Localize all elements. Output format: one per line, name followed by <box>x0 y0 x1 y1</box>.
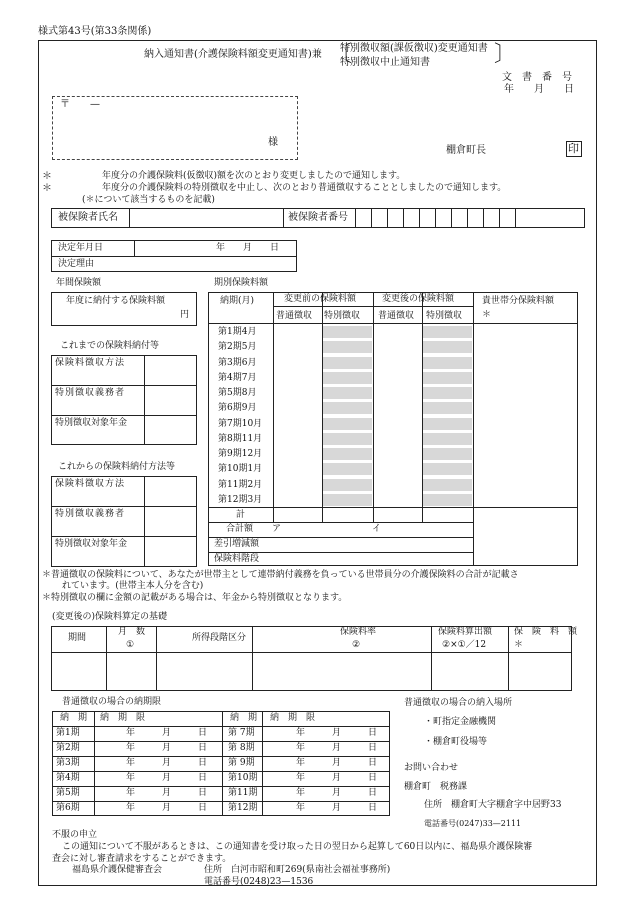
deadline-period: 第4期 <box>56 773 80 783</box>
table-vline <box>373 292 374 522</box>
period-label: 第2期5月 <box>218 342 257 353</box>
deadline-date: 年 月 日 <box>296 773 378 783</box>
inquiry-address: 住所 棚倉町大字棚倉字中居野33 <box>424 800 562 810</box>
sum-a: ア <box>272 524 282 534</box>
deadline-period: 第3期 <box>56 758 80 768</box>
basis-h-rate: 保険料率 <box>340 627 377 637</box>
deadline-date: 年 月 日 <box>296 743 378 753</box>
basis-h-amount2: ＊ <box>514 640 524 650</box>
period-label: 第9期12月 <box>218 449 263 459</box>
deadline-period: 第11期 <box>228 788 258 798</box>
deadline-title: 普通徴収の場合の納期限 <box>62 697 162 707</box>
deadline-period: 第5期 <box>56 788 80 798</box>
table-hline <box>52 741 390 742</box>
number-cell-divider <box>467 208 468 228</box>
table-hline <box>208 507 578 508</box>
number-cell-divider <box>403 208 404 228</box>
row-diff: 差引増減額 <box>214 539 260 549</box>
sama-label: 様 <box>268 137 278 148</box>
period-label: 第7期10月 <box>218 418 263 429</box>
bracket-left: 〔 <box>330 42 353 67</box>
number-cell-divider <box>435 208 436 228</box>
shaded-cell <box>323 372 372 384</box>
period-label: 第1期4月 <box>218 327 257 337</box>
footnote-1: ＊普通徴収の保険料について、あなたが世帯主として連帯納付義務を負っている世帯員分の介護保険料の合計が記載さ <box>42 570 519 580</box>
basis-h-months: 月 数 <box>118 627 146 637</box>
deadline-h-period: 納 期 <box>60 713 88 723</box>
footnote-2: ＊特別徴収の欄に金額の記載がある場合は、年金から特別徴収となります。 <box>42 593 348 603</box>
shaded-cell <box>423 402 472 414</box>
place-item: ・棚倉町役場等 <box>424 737 488 747</box>
shaded-cell <box>323 387 372 399</box>
table-hline <box>208 323 578 324</box>
shaded-cell <box>423 479 472 491</box>
table-vline <box>473 507 474 566</box>
table-vline <box>273 292 274 522</box>
shaded-cell <box>423 387 472 399</box>
period-label: 第12期3月 <box>218 494 263 505</box>
appeal-phone: 電話番号(0248)23—1536 <box>204 877 314 887</box>
shaded-cell <box>423 326 472 338</box>
table-hline <box>52 726 390 727</box>
deadline-date: 年 月 日 <box>126 773 208 783</box>
future-row: 特別徴収義務者 <box>55 509 126 519</box>
period-label: 第4期7月 <box>218 372 257 383</box>
insured-number-label: 被保険者番号 <box>288 212 348 223</box>
deadline-period: 第10期 <box>228 773 258 783</box>
sub-head: 特別徴収 <box>324 311 361 321</box>
basis-h-calc2: ②×①／12 <box>442 640 487 650</box>
past-row: 特別徴収対象年金 <box>55 418 128 428</box>
row-stage: 保険料階段 <box>214 554 260 564</box>
sub-head: 特別徴収 <box>426 311 463 321</box>
annual-label: 年度に納付する保険料額 <box>66 296 166 306</box>
shaded-cell <box>323 341 372 353</box>
appeal-title: 不服の申立 <box>52 830 98 840</box>
table-hline <box>208 537 473 538</box>
shaded-cell <box>423 357 472 369</box>
deadline-date: 年 月 日 <box>126 743 208 753</box>
future-box <box>51 476 197 567</box>
head-after: 変更後の保険料額 <box>382 294 455 304</box>
shaded-cell <box>423 372 472 384</box>
sum-i: イ <box>372 524 382 534</box>
number-cell-divider <box>419 208 420 228</box>
insured-name-label: 被保険者氏名 <box>58 212 118 223</box>
period-label: 第8期11月 <box>218 433 263 444</box>
future-row: 特別徴収対象年金 <box>55 539 128 549</box>
period-label: 第10期1月 <box>218 464 263 475</box>
shaded-cell <box>323 494 372 506</box>
deadline-date: 年 月 日 <box>296 788 378 798</box>
deadline-h-deadline: 納 期 限 <box>270 713 316 723</box>
postal-mark: 〒 — <box>60 99 100 110</box>
basis-title: (変更後の)保険料算定の基礎 <box>52 612 168 622</box>
seal-mark: 印 <box>568 142 579 155</box>
deadline-date: 年 月 日 <box>126 728 208 738</box>
shaded-cell <box>323 448 372 460</box>
footnote-1b: れています。(世帯主本人分を含む) <box>62 581 204 591</box>
decision-date-label: 決定年月日 <box>58 243 104 253</box>
inquiry-dept: 棚倉町 税務課 <box>404 782 468 792</box>
table-vline <box>473 292 474 507</box>
notice-star-2: ＊ <box>42 183 52 194</box>
bracket-right: 〕 <box>494 42 517 67</box>
sub-head: 普通徴収 <box>276 311 313 321</box>
basis-h-calc: 保険料算出額 <box>438 627 493 637</box>
basis-h-income: 所得段階区分 <box>192 633 247 643</box>
title-line1: 特別徴収額(課仮徴収)変更通知書 <box>340 43 488 54</box>
issuer-name: 棚倉町長 <box>446 145 486 156</box>
deadline-date: 年 月 日 <box>296 758 378 768</box>
notice-note: (＊について該当するものを記載) <box>82 195 215 205</box>
past-row: 保険料徴収方法 <box>55 358 126 368</box>
title-line2: 特別徴収中止通知書 <box>340 57 430 68</box>
period-label: 第5期8月 <box>218 388 257 398</box>
shaded-cell <box>323 479 372 491</box>
table-hline <box>208 522 473 523</box>
document-date: 年 月 日 <box>504 84 574 95</box>
place-item: ・町指定金融機関 <box>424 717 497 727</box>
future-title: これからの保険料納付方法等 <box>58 462 176 472</box>
deadline-period: 第1期 <box>56 728 80 738</box>
future-row: 保険料徴収方法 <box>55 479 126 489</box>
notice-line-1: 年度分の介護保険料(仮徴収)額を次のとおり変更しましたので通知します。 <box>102 171 406 181</box>
table-hline <box>52 786 390 787</box>
decision-date-value: 年 月 日 <box>216 243 280 253</box>
shaded-cell <box>323 463 372 475</box>
inquiry-title: お問い合わせ <box>404 763 459 773</box>
deadline-period: 第 8期 <box>228 743 255 753</box>
deadline-h-deadline: 納 期 限 <box>100 713 146 723</box>
appeal-text-2: 査会に対し審査請求をすることができます。 <box>52 854 232 864</box>
annual-title: 年間保険額 <box>56 278 102 288</box>
table-hline <box>208 552 473 553</box>
head-household: 貴世帯分保険料額 <box>482 296 555 306</box>
basis-h-rate2: ② <box>352 640 361 650</box>
place-title: 普通徴収の場合の納入場所 <box>404 698 513 708</box>
shaded-cell <box>423 494 472 506</box>
deadline-date: 年 月 日 <box>126 758 208 768</box>
deadline-date: 年 月 日 <box>126 803 208 813</box>
past-box <box>51 355 197 445</box>
number-cell-divider <box>483 208 484 228</box>
row-total: 計 <box>236 510 246 520</box>
deadline-date: 年 月 日 <box>296 803 378 813</box>
deadline-h-period: 納 期 <box>230 713 258 723</box>
deadline-date: 年 月 日 <box>126 788 208 798</box>
basis-h-amount: 保 険 料 額 <box>514 627 578 637</box>
annual-unit: 円 <box>180 310 190 320</box>
number-cell-divider <box>515 208 516 228</box>
head-household-star: ＊ <box>482 310 492 320</box>
document-number: 文 書 番 号 <box>502 72 572 83</box>
shaded-cell <box>423 463 472 475</box>
notice-star-1: ＊ <box>42 171 52 182</box>
shaded-cell <box>323 357 372 369</box>
table-hline <box>52 801 390 802</box>
inquiry-phone: 電話番号(0247)33—2111 <box>424 819 522 828</box>
row-sum: 合計額 <box>226 524 254 534</box>
past-row: 特別徴収義務者 <box>55 388 126 398</box>
basis-h-period: 期間 <box>68 633 87 643</box>
shaded-cell <box>423 448 472 460</box>
period-label: 第6期9月 <box>218 403 257 414</box>
periodic-table <box>208 292 578 566</box>
shaded-cell <box>423 418 472 430</box>
deadline-period: 第 7期 <box>228 728 255 738</box>
past-title: これまでの保険料納付等 <box>60 341 160 351</box>
table-hline <box>52 756 390 757</box>
number-cell-divider <box>499 208 500 228</box>
title-main: 納入通知書(介護保険料額変更通知書)兼 <box>144 49 322 60</box>
appeal-address: 住所 白河市昭和町269(県南社会福祉事務所) <box>204 865 391 875</box>
periodic-title: 期別保険料額 <box>214 278 269 288</box>
deadline-period: 第 9期 <box>228 758 255 768</box>
shaded-cell <box>423 341 472 353</box>
deadline-period: 第6期 <box>56 803 80 813</box>
period-label: 第3期6月 <box>218 357 257 368</box>
deadline-date: 年 月 日 <box>296 728 378 738</box>
head-period: 納期(月) <box>220 296 255 306</box>
number-cell-divider <box>387 208 388 228</box>
notice-line-2: 年度分の介護保険料の特別徴収を中止し、次のとおり普通徴収することとしましたので通知します。 <box>102 183 507 193</box>
shaded-cell <box>323 418 372 430</box>
number-cell-divider <box>451 208 452 228</box>
shaded-cell <box>323 402 372 414</box>
number-cell-divider <box>371 208 372 228</box>
appeal-text-1: この通知について不服があるときは、この通知書を受け取った日の翌日から起算して60日以内に、福島県介護保険審 <box>62 842 533 852</box>
form-number: 様式第43号(第33条関係) <box>38 26 152 37</box>
basis-h-months2: ① <box>126 640 135 650</box>
shaded-cell <box>323 326 372 338</box>
shaded-cell <box>423 433 472 445</box>
period-label: 第11期2月 <box>218 479 263 490</box>
appeal-org: 福島県介護保健審査会 <box>72 865 163 875</box>
sub-head: 普通徴収 <box>378 311 415 321</box>
deadline-period: 第12期 <box>228 803 258 813</box>
decision-reason-label: 決定理由 <box>58 259 95 269</box>
table-hline <box>273 306 473 307</box>
table-hline <box>52 771 390 772</box>
head-before: 変更前の保険料額 <box>284 294 357 304</box>
shaded-cell <box>323 433 372 445</box>
deadline-period: 第2期 <box>56 743 80 753</box>
